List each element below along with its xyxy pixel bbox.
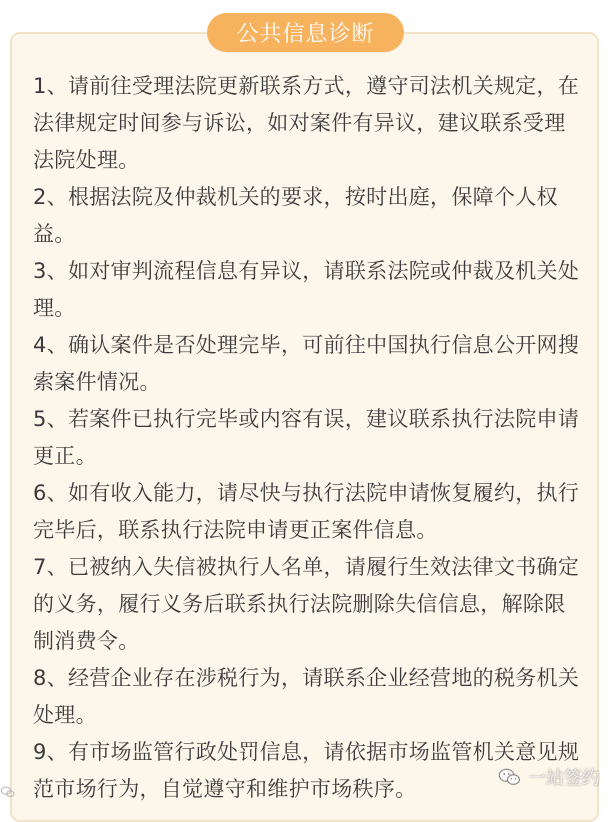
list-item: 2、根据法院及仲裁机关的要求，按时出庭，保障个人权益。 (33, 185, 558, 246)
list-item: 1、请前往受理法院更新联系方式，遵守司法机关规定，在法律规定时间参与诉讼，如对案件有异议，建议联系受理法院处理。 (33, 74, 580, 172)
watermark-label: 一站签约 (528, 768, 600, 789)
watermark-right (498, 764, 600, 790)
wechat-icon (498, 766, 522, 788)
list-item: 3、如对审判流程信息有异议，请联系法院或仲裁及机关处理。 (33, 259, 580, 320)
diagnosis-list (33, 68, 581, 808)
list-item: 4、确认案件是否处理完毕，可前往中国执行信息公开网搜索案件情况。 (33, 333, 580, 394)
list-item: 6、如有收入能力，请尽快与执行法院申请恢复履约，执行完毕后，联系执行法院申请更正案件信息。 (33, 481, 580, 542)
list-item: 5、若案件已执行完毕或内容有误，建议联系执行法院申请更正。 (33, 407, 580, 468)
list-item: 9、有市场监管行政处罚信息，请依据市场监管机关意见规范市场行为，自觉遵守和维护市场秩序。 (33, 740, 580, 801)
watermark-left (0, 781, 90, 803)
list-item: 7、已被纳入失信被执行人名单，请履行生效法律文书确定的义务，履行义务后联系执行法院删除失信信息，解除限制消费令。 (33, 555, 580, 653)
panel-title: 公共信息诊断 (236, 22, 375, 47)
list-item: 8、经营企业存在涉税行为，请联系企业经营地的税务机关处理。 (33, 666, 580, 727)
panel-title-tab (207, 13, 404, 52)
wechat-icon (0, 784, 16, 800)
